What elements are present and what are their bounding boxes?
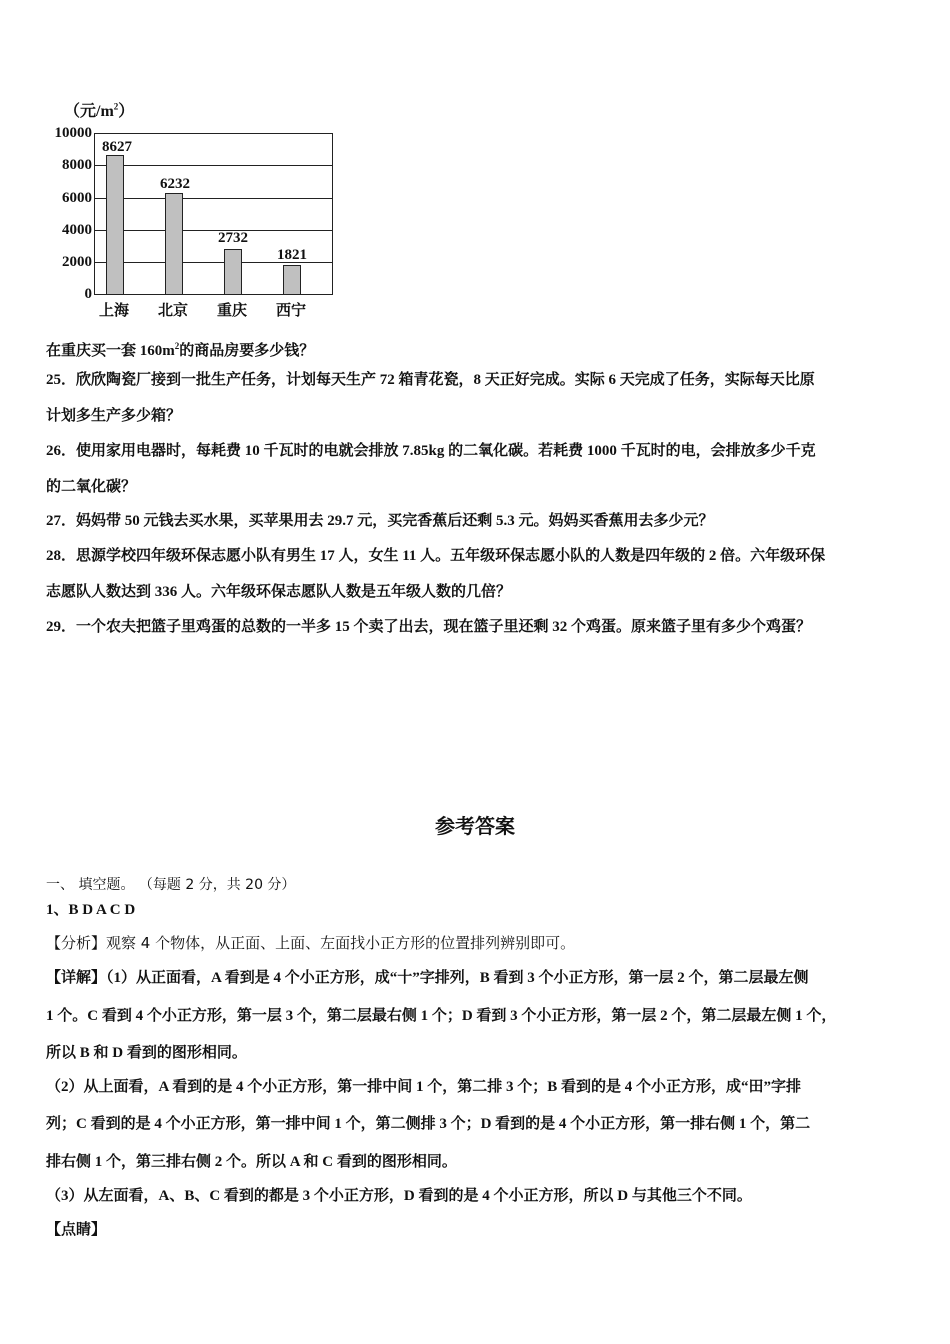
answer-detail-line2: 1 个。C 看到 4 个小正方形，第一层 3 个，第二层最右侧 1 个；D 看到 3 个小正方形，第一层 2 个，第二层最左侧 1 个， <box>46 1008 837 1024</box>
answer-detail-line1: 【详解】（1）从正面看，A 看到是 4 个小正方形，成“十”字排列，B 看到 3 个小正方形，第一层 2 个，第二层最左侧 <box>46 970 809 986</box>
y-tick: 10000 <box>54 125 92 141</box>
answer-detail-line5: 列；C 看到的是 4 个小正方形，第一排中间 1 个，第二侧排 3 个；D 看到的是 4 个小正方形，第一排右侧 1 个，第二 <box>46 1116 811 1132</box>
gridline <box>95 198 332 199</box>
question-28-line2: 志愿队人数达到 336 人。六年级环保志愿队人数是五年级人数的几倍？ <box>46 584 512 600</box>
bar-value-label: 6232 <box>160 176 190 192</box>
bar-shanghai <box>106 155 124 294</box>
answer-comment: 【点睛】 <box>46 1222 107 1238</box>
question-24-tail: 在重庆买一套 $160m^2$的商品房要多少钱？ <box>46 341 315 359</box>
y-axis-unit: （元$/m^2$） <box>64 101 135 120</box>
bar-value-label: 8627 <box>102 139 132 155</box>
y-tick: 4000 <box>62 222 92 238</box>
question-29: 29．一个农夫把篮子里鸡蛋的总数的一半多 15 个卖了出去，现在篮子里还剩 32 个鸡蛋。原来篮子里有多少个鸡蛋？ <box>46 619 812 635</box>
section-heading: 一、 填空题。 （每题 2 分，共 20 分） <box>46 877 296 893</box>
x-label-chongqing: 重庆 <box>216 303 247 319</box>
answer-detail-line7: （3）从左面看，A、B、C 看到的都是 3 个小正方形，D 看到的是 4 个小正方形，所以 D 与其他三个不同。 <box>46 1188 752 1204</box>
question-25-line2: 计划多生产多少箱？ <box>46 408 182 424</box>
answer-detail-line3: 所以 B 和 D 看到的图形相同。 <box>46 1045 247 1061</box>
gridline <box>95 165 332 166</box>
y-tick: 2000 <box>62 254 92 270</box>
y-tick: 0 <box>84 286 92 302</box>
housing-price-bar-chart <box>40 92 350 327</box>
question-26-line1: 26．使用家用电器时，每耗费 10 千瓦时的电就会排放 7.85kg 的二氧化碳。若耗费 1000 千瓦时的电，会排放多少千克 <box>46 443 816 459</box>
bar-chongqing <box>224 249 242 294</box>
answer-1: 1、B D A C D <box>46 902 136 918</box>
bar-xining <box>283 265 301 294</box>
answer-analysis: 【分析】观察 4 个物体，从正面、上面、左面找小正方形的位置排列辨别即可。 <box>46 934 576 952</box>
question-26-line2: 的二氧化碳？ <box>46 479 137 495</box>
y-tick: 8000 <box>62 157 92 173</box>
bar-beijing <box>165 193 183 294</box>
bar-value-label: 1821 <box>277 247 307 263</box>
bar-value-label: 2732 <box>218 230 248 246</box>
answers-title: 参考答案 <box>435 814 515 838</box>
answer-detail-line4: （2）从上面看，A 看到的是 4 个小正方形，第一排中间 1 个，第二排 3 个；B 看到的是 4 个小正方形，成“田”字排 <box>46 1079 802 1095</box>
question-25-line1: 25．欣欣陶瓷厂接到一批生产任务，计划每天生产 72 箱青花瓷，8 天正好完成。实际 6 天完成了任务，实际每天比原 <box>46 372 815 388</box>
y-tick: 6000 <box>62 190 92 206</box>
x-label-xining: 西宁 <box>275 303 306 319</box>
question-27: 27．妈妈带 50 元钱去买水果，买苹果用去 29.7 元，买完香蕉后还剩 5.3 元。妈妈买香蕉用去多少元？ <box>46 513 714 529</box>
answer-detail-line6: 排右侧 1 个，第三排右侧 2 个。所以 A 和 C 看到的图形相同。 <box>46 1154 457 1170</box>
x-label-beijing: 北京 <box>157 303 188 319</box>
x-label-shanghai: 上海 <box>98 303 129 319</box>
plot-area <box>94 133 333 295</box>
question-28-line1: 28．思源学校四年级环保志愿小队有男生 17 人，女生 11 人。五年级环保志愿小队的人数是四年级的 2 倍。六年级环保 <box>46 548 826 564</box>
